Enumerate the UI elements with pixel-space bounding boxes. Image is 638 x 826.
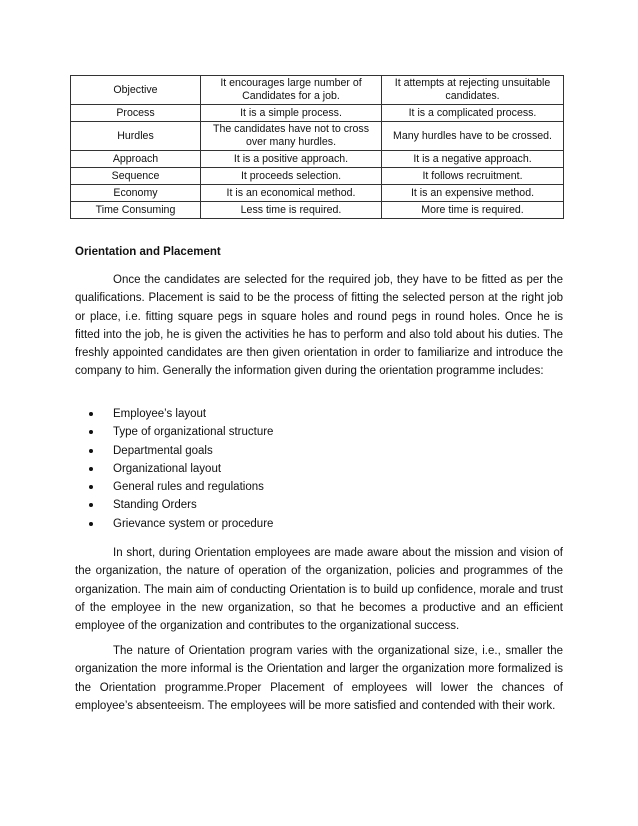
list-item [85, 423, 273, 441]
comparison-table [70, 75, 564, 219]
table-row [71, 151, 564, 168]
table-row [71, 76, 564, 105]
paragraph-orientation-nature: The nature of Orientation program varies with the organizational size, i.e., smaller the organization the more informal is the Orientation and larger the organization more formalized is the Orientation programme.Proper Placement of employees will lower the chances of employee’s absenteeism. The employees will be more satisfied and contended with their work. [75, 645, 563, 712]
table-cell: It is an expensive method. [382, 185, 564, 202]
table-cell: It is an economical method. [201, 185, 382, 202]
list-item [85, 478, 273, 496]
table-row [71, 185, 564, 202]
table-cell: Approach [71, 151, 201, 168]
bullet-icon [89, 467, 93, 471]
table-row [71, 105, 564, 122]
table-row [71, 202, 564, 219]
paragraph-orientation-summary: In short, during Orientation employees are made aware about the mission and vision of the organization, the nature of operation of the organization, policies and programmes of the organization. The main aim of conducting Orientation is to build up confidence, morale and trust of the employee in the new organization, so that he becomes a productive and an efficient employee of the organization and contributes to the organizational success. [75, 547, 563, 633]
bullet-icon [89, 449, 93, 453]
section-heading: Orientation and Placement [75, 246, 221, 258]
table-cell: Less time is required. [201, 202, 382, 219]
bullet-icon [89, 412, 93, 416]
table-cell: Hurdles [71, 122, 201, 151]
list-item [85, 460, 273, 478]
list-item [85, 515, 273, 533]
list-item-text: General rules and regulations [113, 481, 264, 494]
bullet-icon [89, 503, 93, 507]
list-item-text: Standing Orders [113, 499, 197, 512]
table-cell: It is a simple process. [201, 105, 382, 122]
list-item-text: Organizational layout [113, 462, 222, 475]
bullet-list [85, 405, 273, 533]
list-item-text: Grievance system or procedure [113, 517, 274, 530]
table-cell: It is a negative approach. [382, 151, 564, 168]
table-cell: Process [71, 105, 201, 122]
table-cell: The candidates have not to cross over many hurdles. [201, 122, 382, 151]
table-cell: It attempts at rejecting unsuitable candidates. [382, 76, 564, 105]
table-cell: More time is required. [382, 202, 564, 219]
bullet-icon [89, 430, 93, 434]
table-cell: Objective [71, 76, 201, 105]
paragraph-intro: Once the candidates are selected for the required job, they have to be fitted as per the qualifications. Placement is said to be the process of fitting the selected person at the right job or place, i.e. fitting square pegs in square holes and round pegs in round holes. Once he is fitted into the job, he is given the activities he has to perform and also told about his duties. The freshly appointed candidates are then given orientation in order to familiarize and introduce the company to him. Generally the information given during the orientation programme includes: [75, 274, 563, 378]
table-cell: It is a complicated process. [382, 105, 564, 122]
list-item [85, 496, 273, 514]
list-item-text: Employee’s layout [113, 408, 207, 420]
bullet-icon [89, 522, 93, 526]
table-cell: Sequence [71, 168, 201, 185]
table-cell: It encourages large number of Candidates for a job. [201, 76, 382, 105]
table-cell: It proceeds selection. [201, 168, 382, 185]
list-item-text: Departmental goals [113, 444, 213, 457]
table-cell: Time Consuming [71, 202, 201, 219]
table-cell: Economy [71, 185, 201, 202]
table-cell: It follows recruitment. [382, 168, 564, 185]
table-row [71, 122, 564, 151]
list-item [85, 405, 273, 423]
table-cell: It is a positive approach. [201, 151, 382, 168]
table-row [71, 168, 564, 185]
table-cell: Many hurdles have to be crossed. [382, 122, 564, 151]
list-item-text: Type of organizational structure [113, 426, 274, 439]
list-item [85, 442, 273, 460]
bullet-icon [89, 485, 93, 489]
